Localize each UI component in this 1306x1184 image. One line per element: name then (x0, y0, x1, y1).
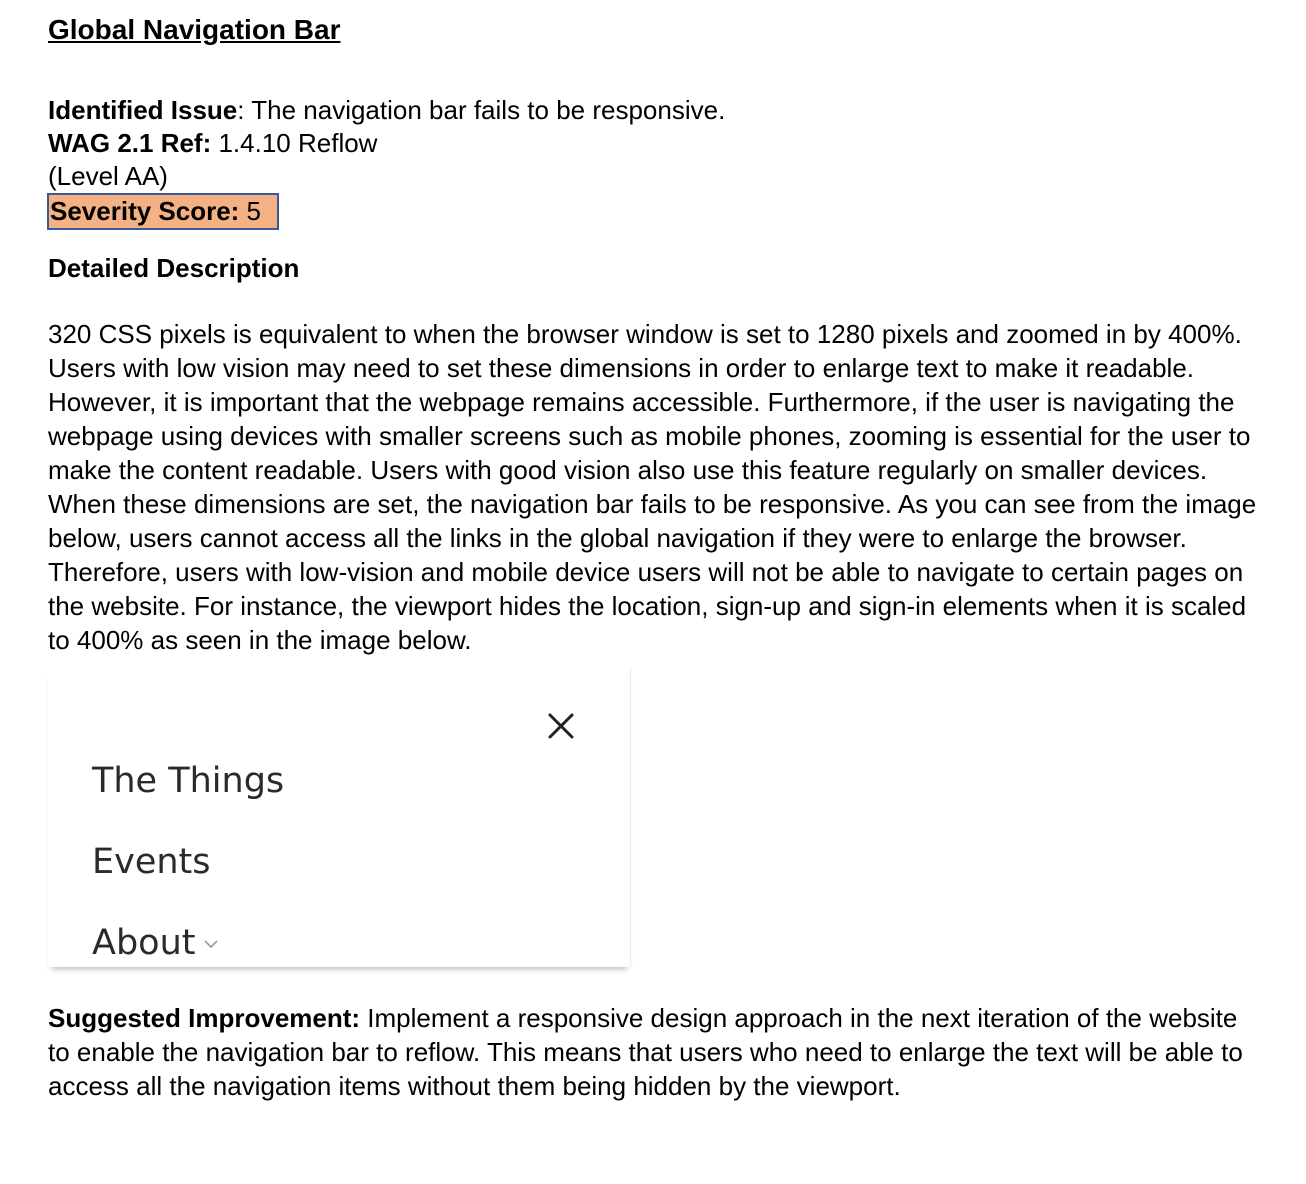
severity-line (48, 193, 1278, 230)
issue-meta (48, 94, 1278, 230)
identified-issue-line (48, 94, 1278, 127)
identified-issue-label: Identified Issue (48, 95, 238, 125)
description-heading: Detailed Description (48, 253, 300, 283)
mobile-nav-screenshot (48, 667, 631, 967)
nav-item-label: Events (92, 842, 211, 882)
document-page (48, 12, 1278, 1103)
description-body: 320 CSS pixels is equivalent to when the browser window is set to 1280 pixels and zoomed in by 400%. Users with low vision may need to set these dimensions in order to enlarge text to make it readable. However, it is important that the webpage remains accessible. Furthermore, if the user is navigating the webpage using devices with smaller screens such as mobile phones, zooming is essential for the user to make the content readable. Users with good vision also use this feature regularly on smaller devices. When these dimensions are set, the navigation bar fails to be responsive. As you can see from the image below, users cannot access all the links in the global navigation if they were to enlarge the browser. Therefore, users with low-vision and mobile device users will not be able to navigate to certain pages on the website. For instance, the viewport hides the location, sign-up and sign-in elements when it is scaled to 400% as seen in the image below. (48, 319, 1257, 655)
severity-value: 5 (239, 196, 262, 226)
nav-item-the-things (92, 761, 284, 801)
wcag-ref-line (48, 127, 1278, 160)
chevron-down-icon (203, 938, 219, 950)
wcag-level: (Level AA) (48, 161, 168, 191)
improvement-label: Suggested Improvement: (48, 1003, 361, 1033)
nav-item-label: The Things (92, 761, 285, 801)
identified-issue-text: : The navigation bar fails to be responsive. (237, 95, 726, 125)
nav-item-events (92, 842, 211, 882)
suggested-improvement (48, 1001, 1263, 1103)
improvement-text: Implement a responsive design approach in the next iteration of the website to enable the navigation bar to reflow. This means that users who need to enlarge the text will be able to access all the navigation items without them being hidden by the viewport. (48, 1003, 1243, 1101)
severity-label: Severity Score: (50, 196, 240, 226)
wcag-ref-text: 1.4.10 Reflow (211, 128, 378, 158)
close-icon (546, 711, 576, 741)
wcag-ref-label: WAG 2.1 Ref: (48, 128, 212, 158)
nav-item-label: About (92, 923, 196, 963)
severity-badge (47, 193, 279, 230)
section-title: Global Navigation Bar (48, 14, 341, 45)
nav-item-about (92, 923, 219, 963)
